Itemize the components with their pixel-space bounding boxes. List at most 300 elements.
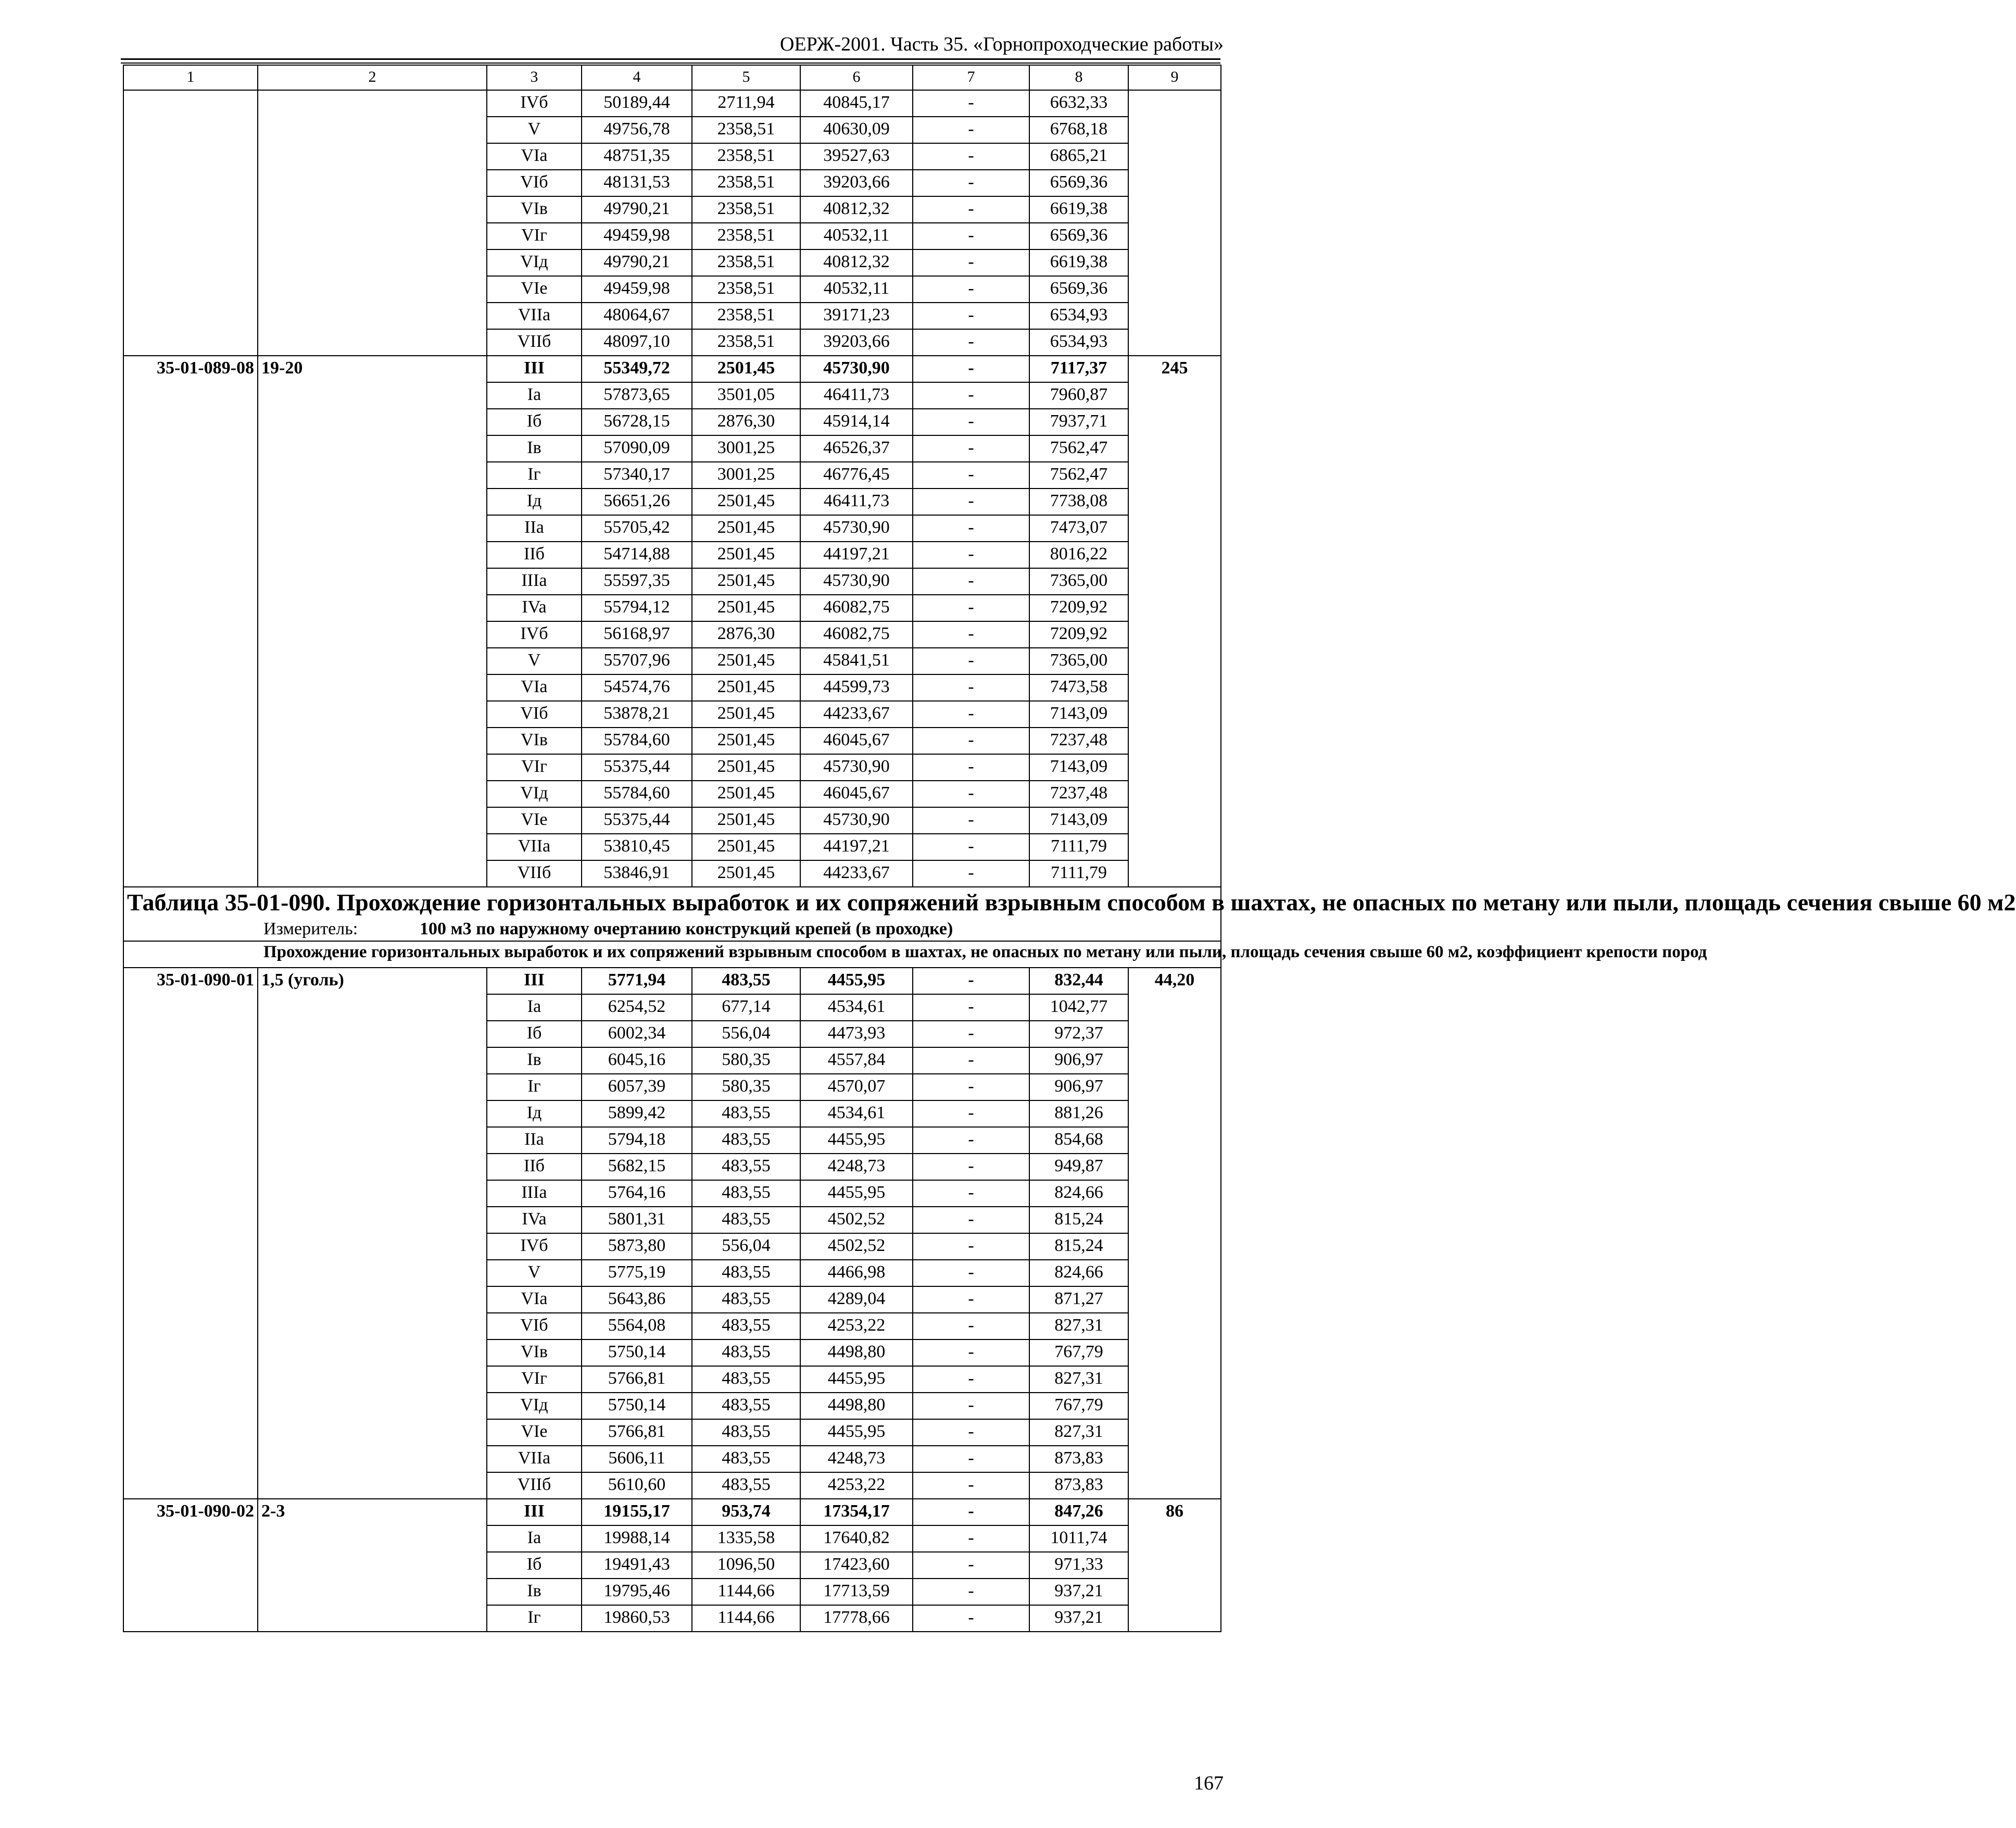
materials-cell: 6534,93 xyxy=(1029,303,1128,329)
materials-cell: 1011,74 xyxy=(1029,1525,1128,1552)
wages-cell: 483,55 xyxy=(692,1100,800,1127)
wages-cell: 2358,51 xyxy=(692,303,800,329)
variant-cell: IIб xyxy=(487,542,582,568)
drivers-wages-cell: - xyxy=(913,223,1029,249)
machines-cell: 40845,17 xyxy=(800,90,913,117)
machines-cell: 39527,63 xyxy=(800,143,913,170)
variant-cell: IVa xyxy=(487,595,582,621)
machines-cell: 4455,95 xyxy=(800,1127,913,1154)
column-number: 3 xyxy=(487,65,582,90)
variant-cell: VIг xyxy=(487,1366,582,1393)
machines-cell: 45914,14 xyxy=(800,409,913,435)
variant-cell: VIIa xyxy=(487,1446,582,1472)
wages-cell: 2358,51 xyxy=(692,143,800,170)
materials-cell: 971,33 xyxy=(1029,1552,1128,1579)
total-cost-cell: 55705,42 xyxy=(582,515,692,542)
wages-cell: 1144,66 xyxy=(692,1605,800,1632)
total-cost-cell: 5766,81 xyxy=(582,1419,692,1446)
total-cost-cell: 5750,14 xyxy=(582,1339,692,1366)
drivers-wages-cell: - xyxy=(913,621,1029,648)
wages-cell: 2358,51 xyxy=(692,117,800,143)
machines-cell: 4253,22 xyxy=(800,1472,913,1499)
drivers-wages-cell: - xyxy=(913,994,1029,1021)
condition-cell xyxy=(258,90,487,356)
total-cost-cell: 5771,94 xyxy=(582,968,692,994)
machines-cell: 39203,66 xyxy=(800,170,913,196)
measure-value: 100 м3 по наружному очертанию конструкций крепей (в проходке) xyxy=(420,919,953,938)
total-cost-cell: 5610,60 xyxy=(582,1472,692,1499)
materials-cell: 937,21 xyxy=(1029,1605,1128,1632)
condition-cell: 19-20 xyxy=(258,356,487,887)
variant-cell: IVб xyxy=(487,621,582,648)
variant-cell: Iв xyxy=(487,435,582,462)
drivers-wages-cell: - xyxy=(913,1339,1029,1366)
total-cost-cell: 49459,98 xyxy=(582,223,692,249)
wages-cell: 2501,45 xyxy=(692,515,800,542)
wages-cell: 2501,45 xyxy=(692,781,800,807)
subtitle-row xyxy=(123,941,1221,968)
drivers-wages-cell: - xyxy=(913,1100,1029,1127)
variant-cell: VIг xyxy=(487,223,582,249)
machines-cell: 4248,73 xyxy=(800,1154,913,1180)
variant-cell: Iд xyxy=(487,1100,582,1127)
total-cost-cell: 5606,11 xyxy=(582,1446,692,1472)
wages-cell: 2501,45 xyxy=(692,860,800,887)
drivers-wages-cell: - xyxy=(913,781,1029,807)
machines-cell: 17778,66 xyxy=(800,1605,913,1632)
total-cost-cell: 5764,16 xyxy=(582,1180,692,1207)
variant-cell: V xyxy=(487,648,582,674)
materials-cell: 815,24 xyxy=(1029,1207,1128,1233)
materials-cell: 827,31 xyxy=(1029,1366,1128,1393)
column-number: 8 xyxy=(1029,65,1128,90)
machines-cell: 4498,80 xyxy=(800,1393,913,1419)
drivers-wages-cell: - xyxy=(913,303,1029,329)
machines-cell: 4534,61 xyxy=(800,994,913,1021)
total-cost-cell: 6254,52 xyxy=(582,994,692,1021)
total-cost-cell: 48751,35 xyxy=(582,143,692,170)
rate-code-cell: 35-01-090-02 xyxy=(123,1499,258,1632)
machines-cell: 46411,73 xyxy=(800,382,913,409)
materials-cell: 906,97 xyxy=(1029,1074,1128,1100)
wages-cell: 2876,30 xyxy=(692,409,800,435)
total-cost-cell: 55375,44 xyxy=(582,754,692,781)
machines-cell: 44197,21 xyxy=(800,542,913,568)
variant-cell: Iб xyxy=(487,1021,582,1047)
materials-cell: 6865,21 xyxy=(1029,143,1128,170)
wages-cell: 2501,45 xyxy=(692,489,800,515)
section-header-cell xyxy=(123,887,2016,941)
wages-cell: 3001,25 xyxy=(692,462,800,489)
condition-cell: 2-3 xyxy=(258,1499,487,1632)
total-cost-cell: 5564,08 xyxy=(582,1313,692,1339)
variant-cell: III xyxy=(487,968,582,994)
machines-cell: 45730,90 xyxy=(800,568,913,595)
machines-cell: 4253,22 xyxy=(800,1313,913,1339)
drivers-wages-cell: - xyxy=(913,674,1029,701)
materials-cell: 7237,48 xyxy=(1029,781,1128,807)
drivers-wages-cell: - xyxy=(913,356,1029,382)
wages-cell: 483,55 xyxy=(692,1393,800,1419)
wages-cell: 2358,51 xyxy=(692,329,800,356)
machines-cell: 45730,90 xyxy=(800,356,913,382)
drivers-wages-cell: - xyxy=(913,1525,1029,1552)
machines-cell: 4502,52 xyxy=(800,1207,913,1233)
wages-cell: 953,74 xyxy=(692,1499,800,1525)
materials-cell: 7960,87 xyxy=(1029,382,1128,409)
materials-cell: 6619,38 xyxy=(1029,249,1128,276)
labor-cell: 245 xyxy=(1128,356,1221,887)
variant-cell: Iг xyxy=(487,1605,582,1632)
variant-cell: VIд xyxy=(487,249,582,276)
variant-cell: VIб xyxy=(487,1313,582,1339)
drivers-wages-cell: - xyxy=(913,568,1029,595)
drivers-wages-cell: - xyxy=(913,1021,1029,1047)
header-rule xyxy=(121,58,1220,60)
total-cost-cell: 5643,86 xyxy=(582,1286,692,1313)
materials-cell: 7738,08 xyxy=(1029,489,1128,515)
table-row xyxy=(123,968,1221,994)
drivers-wages-cell: - xyxy=(913,90,1029,117)
total-cost-cell: 49756,78 xyxy=(582,117,692,143)
machines-cell: 46411,73 xyxy=(800,489,913,515)
materials-cell: 832,44 xyxy=(1029,968,1128,994)
wages-cell: 483,55 xyxy=(692,1339,800,1366)
total-cost-cell: 48064,67 xyxy=(582,303,692,329)
total-cost-cell: 5682,15 xyxy=(582,1154,692,1180)
materials-cell: 7365,00 xyxy=(1029,648,1128,674)
variant-cell: IIIa xyxy=(487,1180,582,1207)
machines-cell: 46082,75 xyxy=(800,621,913,648)
condition-cell: 1,5 (уголь) xyxy=(258,968,487,1499)
wages-cell: 2358,51 xyxy=(692,276,800,303)
drivers-wages-cell: - xyxy=(913,409,1029,435)
wages-cell: 556,04 xyxy=(692,1021,800,1047)
drivers-wages-cell: - xyxy=(913,489,1029,515)
drivers-wages-cell: - xyxy=(913,1180,1029,1207)
machines-cell: 46526,37 xyxy=(800,435,913,462)
wages-cell: 2501,45 xyxy=(692,542,800,568)
materials-cell: 7209,92 xyxy=(1029,621,1128,648)
total-cost-cell: 56651,26 xyxy=(582,489,692,515)
total-cost-cell: 57090,09 xyxy=(582,435,692,462)
total-cost-cell: 57340,17 xyxy=(582,462,692,489)
rates-table xyxy=(123,65,2016,1632)
wages-cell: 1096,50 xyxy=(692,1552,800,1579)
materials-cell: 6534,93 xyxy=(1029,329,1128,356)
total-cost-cell: 54574,76 xyxy=(582,674,692,701)
variant-cell: IVa xyxy=(487,1207,582,1233)
total-cost-cell: 19795,46 xyxy=(582,1579,692,1605)
measure-label: Измеритель: xyxy=(263,919,358,938)
total-cost-cell: 19155,17 xyxy=(582,1499,692,1525)
variant-cell: IIIa xyxy=(487,568,582,595)
column-number: 1 xyxy=(123,65,258,90)
section-header-row xyxy=(123,887,1221,941)
wages-cell: 2501,45 xyxy=(692,728,800,754)
variant-cell: VIд xyxy=(487,1393,582,1419)
labor-cell: 44,20 xyxy=(1128,968,1221,1499)
materials-cell: 7143,09 xyxy=(1029,701,1128,728)
materials-cell: 824,66 xyxy=(1029,1260,1128,1286)
machines-cell: 45730,90 xyxy=(800,515,913,542)
materials-cell: 7365,00 xyxy=(1029,568,1128,595)
drivers-wages-cell: - xyxy=(913,834,1029,860)
subtitle-cell xyxy=(123,941,1707,968)
machines-cell: 40812,32 xyxy=(800,196,913,223)
variant-cell: IIб xyxy=(487,1154,582,1180)
materials-cell: 881,26 xyxy=(1029,1100,1128,1127)
rates-table-container xyxy=(123,65,2016,1632)
drivers-wages-cell: - xyxy=(913,595,1029,621)
variant-cell: VIв xyxy=(487,728,582,754)
variant-cell: Iб xyxy=(487,409,582,435)
wages-cell: 3001,25 xyxy=(692,435,800,462)
machines-cell: 4557,84 xyxy=(800,1047,913,1074)
drivers-wages-cell: - xyxy=(913,1154,1029,1180)
machines-cell: 4502,52 xyxy=(800,1233,913,1260)
labor-cell xyxy=(1128,90,1221,356)
variant-cell: Iд xyxy=(487,489,582,515)
wages-cell: 3501,05 xyxy=(692,382,800,409)
table-row xyxy=(123,356,1221,382)
wages-cell: 2501,45 xyxy=(692,701,800,728)
wages-cell: 483,55 xyxy=(692,1127,800,1154)
wages-cell: 1144,66 xyxy=(692,1579,800,1605)
total-cost-cell: 55349,72 xyxy=(582,356,692,382)
machines-cell: 44233,67 xyxy=(800,860,913,887)
column-number: 5 xyxy=(692,65,800,90)
variant-cell: VIIб xyxy=(487,329,582,356)
variant-cell: VIв xyxy=(487,1339,582,1366)
materials-cell: 906,97 xyxy=(1029,1047,1128,1074)
total-cost-cell: 19988,14 xyxy=(582,1525,692,1552)
variant-cell: Ia xyxy=(487,994,582,1021)
drivers-wages-cell: - xyxy=(913,1207,1029,1233)
machines-cell: 4455,95 xyxy=(800,1366,913,1393)
drivers-wages-cell: - xyxy=(913,1047,1029,1074)
rate-code-cell: 35-01-090-01 xyxy=(123,968,258,1499)
wages-cell: 2501,45 xyxy=(692,754,800,781)
total-cost-cell: 19491,43 xyxy=(582,1552,692,1579)
wages-cell: 483,55 xyxy=(692,1419,800,1446)
variant-cell: VIa xyxy=(487,1286,582,1313)
materials-cell: 7473,07 xyxy=(1029,515,1128,542)
materials-cell: 6632,33 xyxy=(1029,90,1128,117)
materials-cell: 7237,48 xyxy=(1029,728,1128,754)
drivers-wages-cell: - xyxy=(913,382,1029,409)
total-cost-cell: 55597,35 xyxy=(582,568,692,595)
machines-cell: 4466,98 xyxy=(800,1260,913,1286)
variant-cell: IVб xyxy=(487,1233,582,1260)
variant-cell: IVб xyxy=(487,90,582,117)
machines-cell: 40532,11 xyxy=(800,223,913,249)
total-cost-cell: 49790,21 xyxy=(582,196,692,223)
variant-cell: V xyxy=(487,1260,582,1286)
materials-cell: 815,24 xyxy=(1029,1233,1128,1260)
total-cost-cell: 55375,44 xyxy=(582,807,692,834)
machines-cell: 44197,21 xyxy=(800,834,913,860)
total-cost-cell: 56728,15 xyxy=(582,409,692,435)
machines-cell: 4455,95 xyxy=(800,1419,913,1446)
machines-cell: 40532,11 xyxy=(800,276,913,303)
machines-cell: 46045,67 xyxy=(800,728,913,754)
header-rule-thin xyxy=(121,62,1220,64)
drivers-wages-cell: - xyxy=(913,435,1029,462)
materials-cell: 7111,79 xyxy=(1029,860,1128,887)
machines-cell: 4473,93 xyxy=(800,1021,913,1047)
machines-cell: 46045,67 xyxy=(800,781,913,807)
materials-cell: 873,83 xyxy=(1029,1472,1128,1499)
wages-cell: 2501,45 xyxy=(692,568,800,595)
machines-cell: 45841,51 xyxy=(800,648,913,674)
variant-cell: Ia xyxy=(487,1525,582,1552)
machines-cell: 17423,60 xyxy=(800,1552,913,1579)
materials-cell: 7111,79 xyxy=(1029,834,1128,860)
wages-cell: 2501,45 xyxy=(692,595,800,621)
drivers-wages-cell: - xyxy=(913,542,1029,568)
variant-cell: VIб xyxy=(487,701,582,728)
wages-cell: 2501,45 xyxy=(692,648,800,674)
materials-cell: 8016,22 xyxy=(1029,542,1128,568)
wages-cell: 483,55 xyxy=(692,1207,800,1233)
variant-cell: VIб xyxy=(487,170,582,196)
materials-cell: 847,26 xyxy=(1029,1499,1128,1525)
column-number: 6 xyxy=(800,65,913,90)
total-cost-cell: 5750,14 xyxy=(582,1393,692,1419)
wages-cell: 2501,45 xyxy=(692,674,800,701)
wages-cell: 483,55 xyxy=(692,968,800,994)
machines-cell: 4570,07 xyxy=(800,1074,913,1100)
total-cost-cell: 5775,19 xyxy=(582,1260,692,1286)
wages-cell: 483,55 xyxy=(692,1180,800,1207)
column-number-row xyxy=(123,65,1221,90)
table-title: Таблица 35-01-090. Прохождение горизонтальных выработок и их сопряжений взрывным способом в шахтах, не опасных по метану или пыли, площадь сечения свыше 60 м2 xyxy=(127,889,2016,916)
materials-cell: 949,87 xyxy=(1029,1154,1128,1180)
variant-cell: IIa xyxy=(487,1127,582,1154)
page-number: 167 xyxy=(1194,1772,1224,1794)
materials-cell: 7937,71 xyxy=(1029,409,1128,435)
drivers-wages-cell: - xyxy=(913,1552,1029,1579)
total-cost-cell: 5873,80 xyxy=(582,1233,692,1260)
column-number: 2 xyxy=(258,65,487,90)
total-cost-cell: 5794,18 xyxy=(582,1127,692,1154)
machines-cell: 46776,45 xyxy=(800,462,913,489)
variant-cell: IIa xyxy=(487,515,582,542)
drivers-wages-cell: - xyxy=(913,170,1029,196)
variant-cell: V xyxy=(487,117,582,143)
total-cost-cell: 6057,39 xyxy=(582,1074,692,1100)
materials-cell: 871,27 xyxy=(1029,1286,1128,1313)
materials-cell: 873,83 xyxy=(1029,1446,1128,1472)
total-cost-cell: 56168,97 xyxy=(582,621,692,648)
drivers-wages-cell: - xyxy=(913,1419,1029,1446)
drivers-wages-cell: - xyxy=(913,1472,1029,1499)
drivers-wages-cell: - xyxy=(913,117,1029,143)
wages-cell: 2358,51 xyxy=(692,196,800,223)
column-number: 7 xyxy=(913,65,1029,90)
total-cost-cell: 57873,65 xyxy=(582,382,692,409)
machines-cell: 4289,04 xyxy=(800,1286,913,1313)
drivers-wages-cell: - xyxy=(913,276,1029,303)
materials-cell: 7562,47 xyxy=(1029,462,1128,489)
materials-cell: 7143,09 xyxy=(1029,807,1128,834)
machines-cell: 45730,90 xyxy=(800,807,913,834)
materials-cell: 767,79 xyxy=(1029,1339,1128,1366)
drivers-wages-cell: - xyxy=(913,1127,1029,1154)
machines-cell: 39203,66 xyxy=(800,329,913,356)
total-cost-cell: 49459,98 xyxy=(582,276,692,303)
variant-cell: VIд xyxy=(487,781,582,807)
machines-cell: 39171,23 xyxy=(800,303,913,329)
variant-cell: Iв xyxy=(487,1047,582,1074)
drivers-wages-cell: - xyxy=(913,1605,1029,1632)
variant-cell: VIIa xyxy=(487,834,582,860)
measure-line xyxy=(263,918,1217,941)
materials-cell: 1042,77 xyxy=(1029,994,1128,1021)
drivers-wages-cell: - xyxy=(913,701,1029,728)
machines-cell: 4455,95 xyxy=(800,968,913,994)
wages-cell: 580,35 xyxy=(692,1074,800,1100)
variant-cell: VIa xyxy=(487,674,582,701)
total-cost-cell: 53810,45 xyxy=(582,834,692,860)
drivers-wages-cell: - xyxy=(913,1499,1029,1525)
drivers-wages-cell: - xyxy=(913,515,1029,542)
materials-cell: 767,79 xyxy=(1029,1393,1128,1419)
wages-cell: 2501,45 xyxy=(692,834,800,860)
drivers-wages-cell: - xyxy=(913,648,1029,674)
machines-cell: 4455,95 xyxy=(800,1180,913,1207)
materials-cell: 7209,92 xyxy=(1029,595,1128,621)
machines-cell: 17713,59 xyxy=(800,1579,913,1605)
wages-cell: 2711,94 xyxy=(692,90,800,117)
materials-cell: 827,31 xyxy=(1029,1313,1128,1339)
materials-cell: 854,68 xyxy=(1029,1127,1128,1154)
total-cost-cell: 49790,21 xyxy=(582,249,692,276)
drivers-wages-cell: - xyxy=(913,860,1029,887)
materials-cell: 6768,18 xyxy=(1029,117,1128,143)
total-cost-cell: 50189,44 xyxy=(582,90,692,117)
materials-cell: 7143,09 xyxy=(1029,754,1128,781)
wages-cell: 483,55 xyxy=(692,1366,800,1393)
wages-cell: 2358,51 xyxy=(692,223,800,249)
wages-cell: 2501,45 xyxy=(692,356,800,382)
drivers-wages-cell: - xyxy=(913,1260,1029,1286)
drivers-wages-cell: - xyxy=(913,1579,1029,1605)
materials-cell: 7117,37 xyxy=(1029,356,1128,382)
rate-code-cell xyxy=(123,90,258,356)
machines-cell: 4248,73 xyxy=(800,1446,913,1472)
drivers-wages-cell: - xyxy=(913,968,1029,994)
drivers-wages-cell: - xyxy=(913,196,1029,223)
wages-cell: 677,14 xyxy=(692,994,800,1021)
column-number: 4 xyxy=(582,65,692,90)
variant-cell: Iв xyxy=(487,1579,582,1605)
wages-cell: 483,55 xyxy=(692,1313,800,1339)
total-cost-cell: 5899,42 xyxy=(582,1100,692,1127)
drivers-wages-cell: - xyxy=(913,143,1029,170)
drivers-wages-cell: - xyxy=(913,1286,1029,1313)
materials-cell: 972,37 xyxy=(1029,1021,1128,1047)
drivers-wages-cell: - xyxy=(913,1233,1029,1260)
variant-cell: VIIa xyxy=(487,303,582,329)
materials-cell: 6569,36 xyxy=(1029,276,1128,303)
materials-cell: 7562,47 xyxy=(1029,435,1128,462)
wages-cell: 483,55 xyxy=(692,1472,800,1499)
materials-cell: 937,21 xyxy=(1029,1579,1128,1605)
drivers-wages-cell: - xyxy=(913,1074,1029,1100)
variant-cell: Iг xyxy=(487,1074,582,1100)
